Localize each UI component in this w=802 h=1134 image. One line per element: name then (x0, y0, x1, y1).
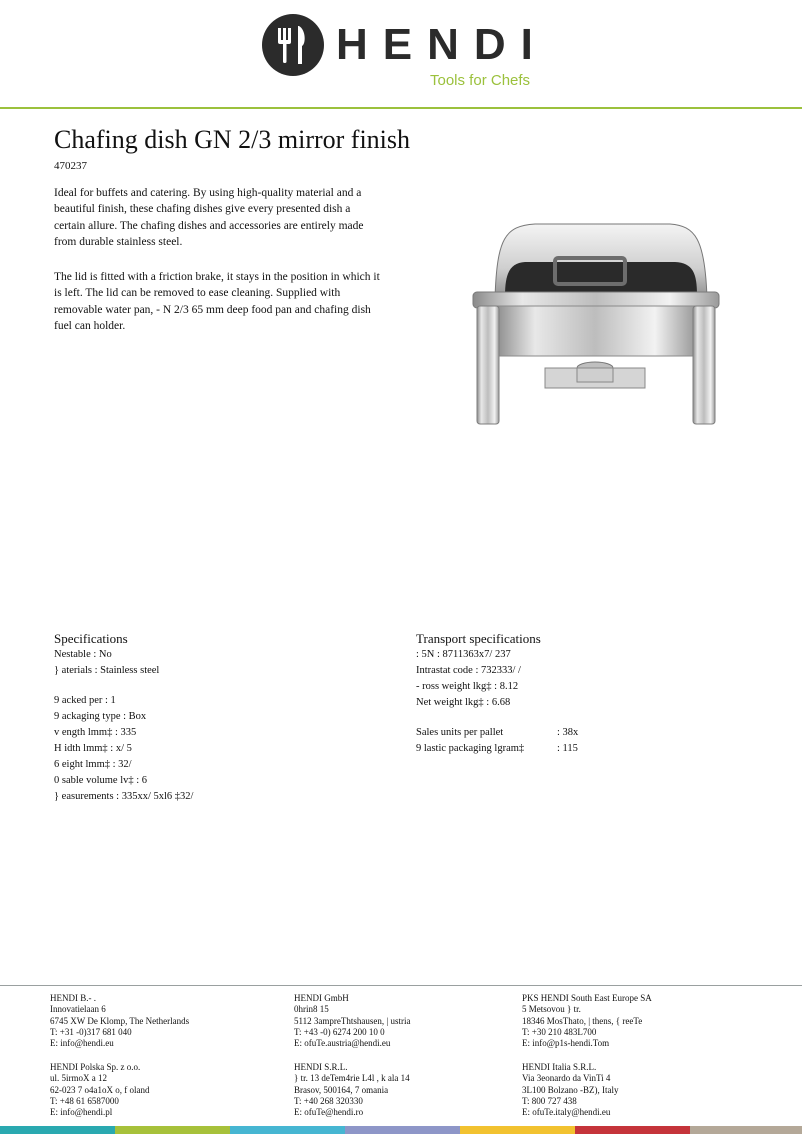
color-bar-segment (230, 1126, 345, 1134)
color-bar-segment (0, 1126, 115, 1134)
transport-title: Transport specifications (416, 631, 541, 646)
transport-section (416, 631, 578, 757)
spec-materials: } aterials : Stainless steel (54, 665, 160, 676)
office-city: 62-023 7 o4a1oX o, f oland (50, 1084, 150, 1095)
office-phone: T: 800 727 438 (522, 1095, 577, 1106)
office-name: HENDI S.R.L. (294, 1062, 348, 1072)
office-city: 6745 XW De Klomp, The Netherlands (50, 1015, 190, 1026)
office-phone: T: +31 -0)317 681 040 (50, 1026, 132, 1037)
spec-length: v ength lmm‡ : 335 (54, 727, 137, 738)
spec-height: 6 eight lmm‡ : 32/ (54, 759, 132, 770)
office-street: ul. 5irmoX a 12 (50, 1073, 107, 1084)
office-netherlands (50, 993, 189, 1049)
color-bar-segment (115, 1126, 230, 1134)
office-email: E: ofuTe.austria@hendi.eu (294, 1038, 391, 1049)
product-description-2: The lid is fitted with a friction brake, it stays in the position in which it is left. The lid can be removed to ease cleaning. Supplied with removable water pan, - N 2/3 65 mm deep food pan and chafing dish fuel can holder. (54, 271, 380, 332)
office-romania (294, 1062, 410, 1118)
transport-plastic-packaging (416, 741, 578, 757)
transport-gross-weight: - ross weight lkg‡ : 8.12 (416, 681, 519, 692)
sales-units-label: Sales units per pallet (416, 727, 504, 738)
spec-measurements: } easurements : 335xx/ 5xl6 ‡32/ (54, 791, 194, 802)
office-phone: T: +48 61 6587000 (50, 1095, 119, 1106)
brand-name: HENDI (336, 20, 548, 69)
color-bar-segment (575, 1126, 690, 1134)
specifications-section (54, 631, 193, 805)
office-name: HENDI B.- . (50, 993, 96, 1003)
footer-divider (0, 985, 802, 986)
office-name: HENDI Polska Sp. z o.o. (50, 1062, 141, 1072)
office-email: E: info@p1s-hendi.Tom (522, 1038, 610, 1049)
transport-intrastat: Intrastat code : 732333/ / (416, 665, 521, 676)
spec-width: H idth lmm‡ : x/ 5 (54, 743, 132, 754)
office-street: 0hrin8 15 (294, 1004, 329, 1015)
header-divider (0, 107, 802, 109)
transport-net-weight: Net weight lkg‡ : 6.68 (416, 697, 511, 708)
office-poland (50, 1062, 149, 1118)
office-austria (294, 993, 410, 1049)
transport-ean: : 5N : 8711363x7/ 237 (416, 649, 511, 660)
spec-nestable: Nestable : No (54, 649, 112, 660)
logo-icon (262, 14, 324, 76)
product-description-1: Ideal for buffets and catering. By using high-quality material and a beautiful finish, these chafing dishes give every presented dish a certain allure. The chafing dishes and accessories are entirely made from durable stainless steel. (54, 187, 364, 248)
office-email: E: ofuTe.italy@hendi.eu (522, 1107, 611, 1118)
office-greece (522, 993, 652, 1049)
spec-packed-per: 9 acked per : 1 (54, 695, 116, 706)
office-city: 5112 3ampreThtshausen, | ustria (294, 1015, 411, 1026)
office-phone: T: +30 210 483L700 (522, 1026, 597, 1037)
brand-tagline: Tools for Chefs (430, 72, 531, 89)
office-italy (522, 1062, 618, 1118)
specifications-title: Specifications (54, 631, 128, 646)
product-code: 470237 (54, 160, 87, 172)
office-name: HENDI GmbH (294, 993, 349, 1003)
office-city: 3L100 Bolzano -BZ), Italy (522, 1084, 619, 1095)
office-street: Innovatielaan 6 (50, 1004, 106, 1015)
office-city: Brasov, 500164, 7 omania (294, 1084, 389, 1095)
office-street: 5 Metsovou } tr. (522, 1004, 581, 1015)
office-name: PKS HENDI South East Europe SA (522, 993, 652, 1003)
office-street: } tr. 13 deTem4rie L4l , k ala 14 (294, 1073, 410, 1084)
office-email: E: ofuTe@hendi.ro (294, 1107, 364, 1118)
product-image (465, 218, 725, 428)
color-bar-segment (460, 1126, 575, 1134)
office-email: E: info@hendi.eu (50, 1038, 114, 1049)
office-street: Via 3eonardo da VinTi 4 (522, 1073, 611, 1084)
spec-usable-volume: 0 sable volume lv‡ : 6 (54, 775, 148, 786)
transport-sales-units (416, 725, 578, 741)
office-name: HENDI Italia S.R.L. (522, 1062, 597, 1072)
sales-units-value: : 38x (557, 727, 579, 738)
plastic-packaging-label: 9 lastic packaging lgram‡ (416, 743, 525, 754)
color-bar-segment (345, 1126, 460, 1134)
plastic-packaging-value: : 115 (557, 743, 578, 754)
spec-packaging-type: 9 ackaging type : Box (54, 711, 147, 722)
office-phone: T: +43 -0) 6274 200 10 0 (294, 1026, 385, 1037)
office-city: 18346 MosThato, | thens, { reeTe (522, 1015, 643, 1026)
color-bar-segment (690, 1126, 802, 1134)
office-email: E: info@hendi.pl (50, 1107, 113, 1118)
office-phone: T: +40 268 320330 (294, 1095, 363, 1106)
product-title: Chafing dish GN 2/3 mirror finish (54, 125, 411, 154)
cutlery-icon (262, 14, 324, 76)
